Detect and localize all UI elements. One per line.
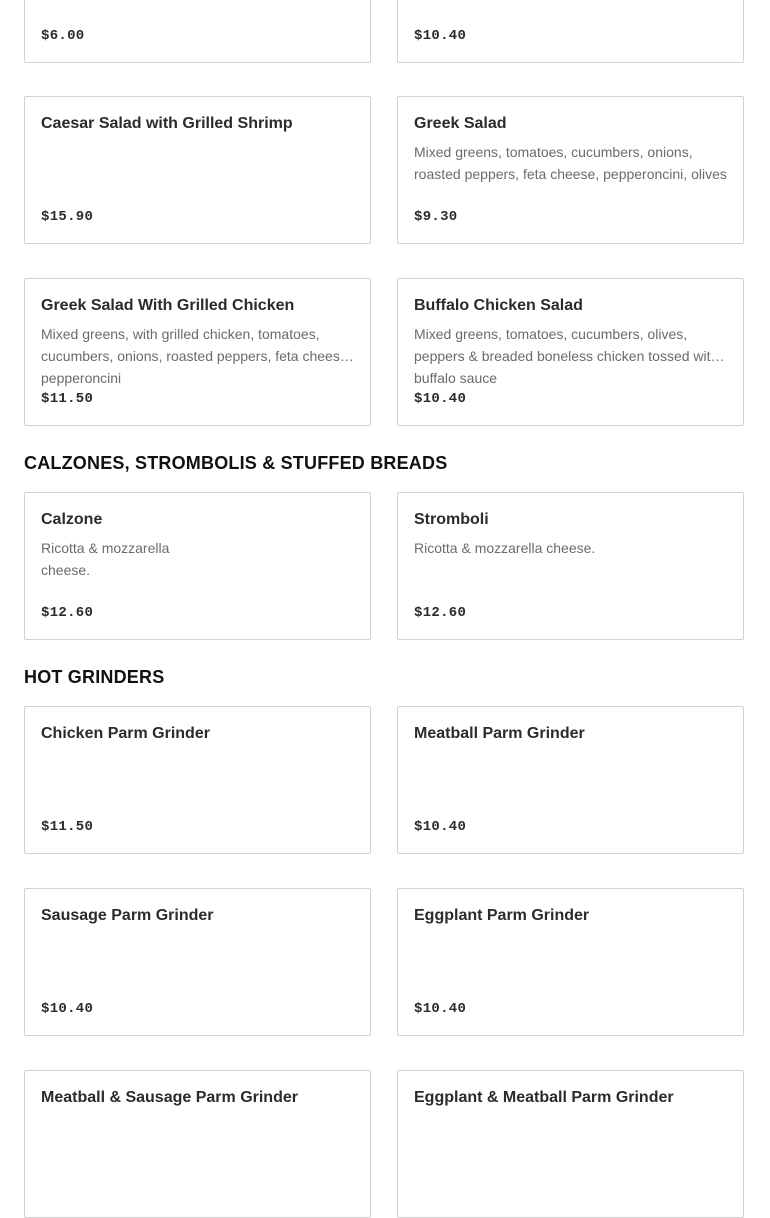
menu-item-price: $6.00 bbox=[41, 28, 85, 44]
menu-item-card[interactable] bbox=[397, 0, 744, 63]
menu-item-description: Ricotta & mozzarella cheese. bbox=[41, 540, 170, 578]
menu-item-card[interactable] bbox=[397, 96, 744, 244]
menu-item-price: $10.40 bbox=[41, 1001, 94, 1017]
menu-item-card[interactable] bbox=[397, 706, 744, 854]
menu-item-name: Meatball & Sausage Parm Grinder bbox=[41, 1089, 298, 1106]
menu-item-card[interactable] bbox=[397, 278, 744, 426]
menu-item-name: Greek Salad With Grilled Chicken bbox=[41, 297, 295, 314]
menu-item-price: $15.90 bbox=[41, 209, 94, 225]
section-title-hot-grinders: HOT GRINDERS bbox=[24, 667, 165, 687]
section-title-calzones: CALZONES, STROMBOLIS & STUFFED BREADS bbox=[24, 453, 448, 473]
menu-item-description: Ricotta & mozzarella cheese. bbox=[414, 540, 596, 556]
menu-item-name: Buffalo Chicken Salad bbox=[414, 297, 583, 314]
menu-item-card[interactable] bbox=[397, 492, 744, 640]
menu-item-price: $10.40 bbox=[414, 819, 467, 835]
menu-item-price: $9.30 bbox=[414, 209, 458, 225]
menu-item-name: Calzone bbox=[41, 511, 103, 528]
menu-item-price: $10.40 bbox=[414, 28, 467, 44]
menu-item-name: Meatball Parm Grinder bbox=[414, 725, 585, 742]
menu-item-card[interactable] bbox=[24, 492, 371, 640]
menu-item-name: Greek Salad bbox=[414, 115, 507, 132]
menu-item-card[interactable] bbox=[397, 1070, 744, 1218]
menu-item-price: $12.60 bbox=[41, 605, 94, 621]
menu-item-name: Stromboli bbox=[414, 511, 489, 528]
menu-item-price: $10.40 bbox=[414, 1001, 467, 1017]
menu-item-card[interactable] bbox=[24, 0, 371, 63]
menu-item-card[interactable] bbox=[24, 96, 371, 244]
menu-item-price: $11.50 bbox=[41, 819, 94, 835]
menu-item-name: Sausage Parm Grinder bbox=[41, 907, 214, 924]
menu-item-name: Eggplant & Meatball Parm Grinder bbox=[414, 1089, 674, 1106]
menu-item-price: $10.40 bbox=[414, 391, 467, 407]
menu-item-card[interactable] bbox=[24, 1070, 371, 1218]
menu-item-card[interactable] bbox=[397, 888, 744, 1036]
menu-item-name: Caesar Salad with Grilled Shrimp bbox=[41, 115, 293, 132]
menu-item-name: Chicken Parm Grinder bbox=[41, 725, 210, 742]
menu-item-name: Eggplant Parm Grinder bbox=[414, 907, 590, 924]
menu-item-card[interactable] bbox=[24, 278, 371, 426]
menu-item-description: Mixed greens, with grilled chicken, tomatoes, cucumbers, onions, roasted peppers, feta cheese, pepperoncini bbox=[41, 326, 352, 386]
menu-item-card[interactable] bbox=[24, 888, 371, 1036]
menu-item-price: $12.60 bbox=[414, 605, 467, 621]
menu-item-description: Mixed greens, tomatoes, cucumbers, onions, roasted peppers, feta cheese, pepperoncini, olives bbox=[414, 144, 727, 182]
menu-item-price: $11.50 bbox=[41, 391, 94, 407]
menu-item-description: Mixed greens, tomatoes, cucumbers, olives, peppers & breaded boneless chicken tossed with buffalo sauce bbox=[414, 326, 719, 386]
menu-item-card[interactable] bbox=[24, 706, 371, 854]
